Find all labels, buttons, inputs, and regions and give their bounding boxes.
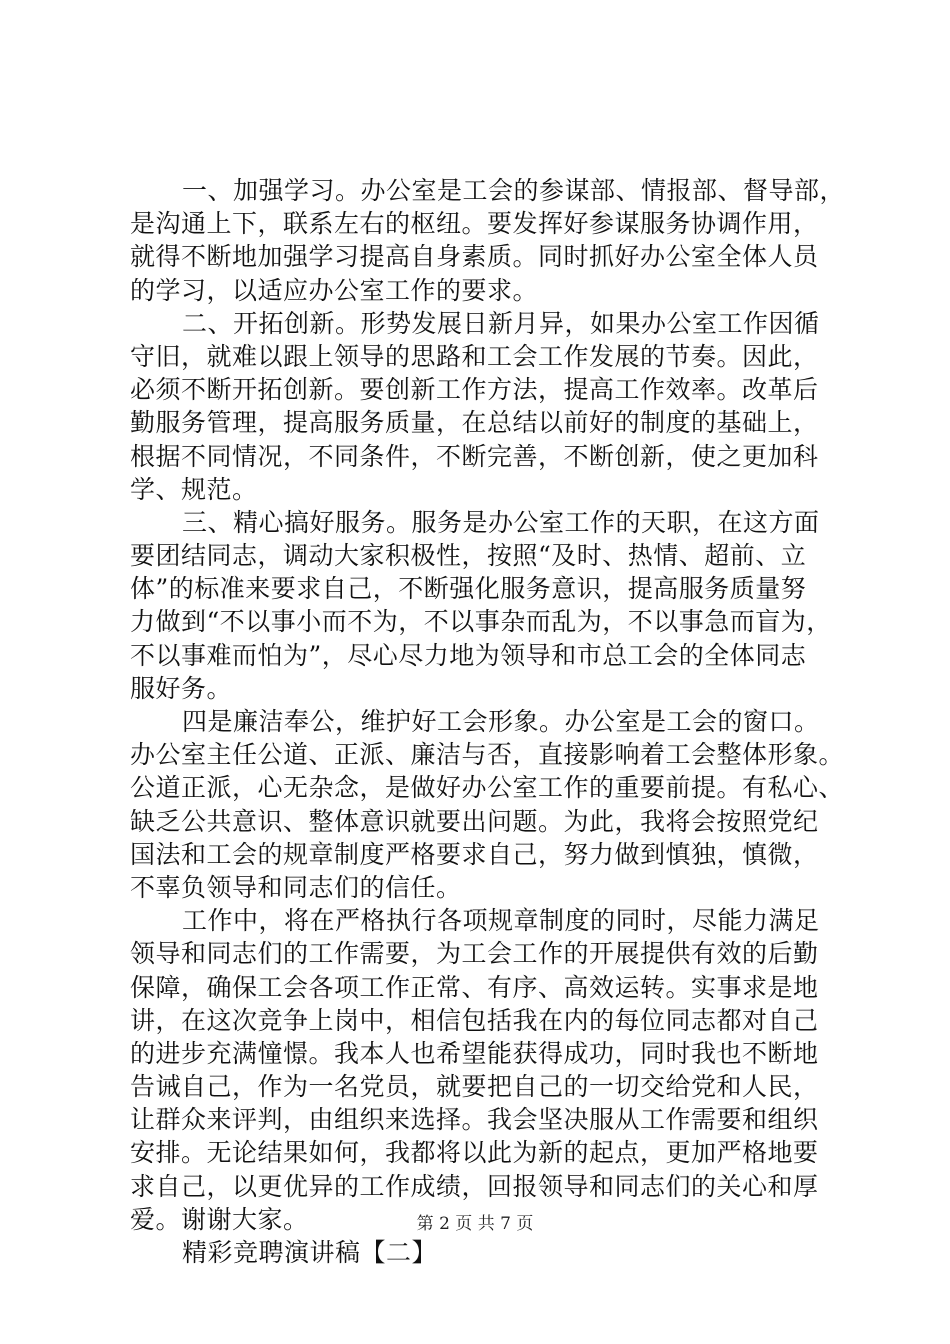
paragraph-line: 求自己，以更优异的工作成绩，回报领导和同志们的关心和厚: [130, 1171, 819, 1201]
paragraph-line: 领导和同志们的工作需要，为工会工作的开展提供有效的后勤: [130, 939, 819, 969]
document-body: [130, 174, 846, 1269]
paragraph-line: 二、开拓创新。形势发展日新月异，如果办公室工作因循: [182, 308, 820, 338]
paragraph-line: 四是廉洁奉公，维护好工会形象。办公室是工会的窗口。: [182, 707, 820, 736]
paragraph-line: 是沟通上下，联系左右的枢纽。要发挥好参谋服务协调作用，: [130, 209, 819, 239]
paragraph-line: 缺乏公共意识、整体意识就要出问题。为此，我将会按照党纪: [130, 806, 819, 836]
paragraph-line: 工作中，将在严格执行各项规章制度的同时，尽能力满足: [182, 906, 820, 936]
paragraph-line: 学、规范。: [130, 474, 258, 504]
paragraph-line: 讲，在这次竞争上岗中，相信包括我在内的每位同志都对自己: [130, 1005, 819, 1035]
paragraph-line: 办公室主任公道、正派、廉洁与否，直接影响着工会整体形象。: [130, 740, 845, 770]
paragraph-line: 的学习，以适应办公室工作的要求。: [130, 275, 539, 305]
paragraph-line: 让群众来评判，由组织来选择。我会坚决服从工作需要和组织: [130, 1105, 819, 1135]
section-heading: 精彩竞聘演讲稿【二】: [182, 1238, 438, 1267]
paragraph-line: 公道正派，心无杂念，是做好办公室工作的重要前提。有私心、: [130, 773, 845, 803]
paragraph-line: 保障，确保工会各项工作正常、有序、高效运转。实事求是地: [130, 972, 819, 1002]
paragraph-line: 守旧，就难以跟上领导的思路和工会工作发展的节奏。因此，: [130, 341, 819, 371]
paragraph-line: 勤服务管理，提高服务质量，在总结以前好的制度的基础上，: [130, 408, 819, 438]
paragraph-line: 爱。谢谢大家。: [130, 1204, 309, 1234]
paragraph-line: 的进步充满憧憬。我本人也希望能获得成功，同时我也不断地: [130, 1038, 819, 1068]
paragraph-line: 一、加强学习。办公室是工会的参谋部、情报部、督导部，: [182, 176, 846, 205]
paragraph-line: 国法和工会的规章制度严格要求自己，努力做到慎独，慎微，: [130, 839, 819, 869]
paragraph-line: 体”的标准来要求自己，不断强化服务意识，提高服务质量努: [130, 574, 807, 604]
page-number-footer: 第 2 页 共 7 页: [416, 1214, 534, 1234]
paragraph-line: 就得不断地加强学习提高自身素质。同时抓好办公室全体人员: [130, 242, 819, 272]
paragraph-line: 不以事难而怕为”，尽心尽力地为领导和市总工会的全体同志: [130, 640, 807, 670]
paragraph-line: 力做到“不以事小而不为，不以事杂而乱为，不以事急而盲为，: [130, 607, 832, 637]
paragraph-line: 安排。无论结果如何，我都将以此为新的起点，更加严格地要: [130, 1138, 819, 1168]
paragraph-line: 三、精心搞好服务。服务是办公室工作的天职，在这方面: [182, 507, 820, 537]
paragraph-line: 要团结同志，调动大家积极性，按照“及时、热情、超前、立: [130, 541, 807, 571]
paragraph-line: 根据不同情况，不同条件，不断完善，不断创新，使之更加科: [130, 441, 819, 471]
paragraph-line: 告诫自己，作为一名党员，就要把自己的一切交给党和人民，: [130, 1072, 819, 1102]
paragraph-line: 服好务。: [130, 673, 233, 703]
paragraph-line: 不辜负领导和同志们的信任。: [130, 872, 462, 902]
paragraph-line: 必须不断开拓创新。要创新工作方法，提高工作效率。改革后: [130, 375, 819, 405]
